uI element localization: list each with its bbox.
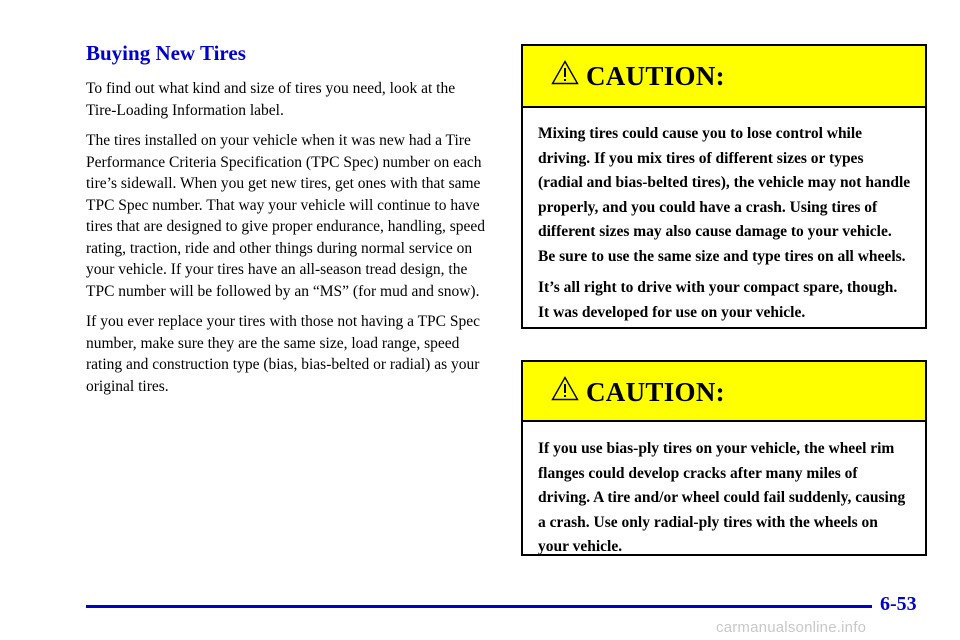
caution-box-mixing-tires <box>521 44 927 329</box>
page-number: 6-53 <box>880 593 917 615</box>
caution-title: CAUTION: <box>586 61 725 91</box>
section-paragraph: The tires installed on your vehicle when it was new had a Tire Performance Criteria Specification (TPC Spec) number on each tire’s sidewall. When you get new tires, get ones with that same TPC Spec number. That way your vehicle will continue to have tires that are designed to give proper endurance, handling, speed rating, traction, ride and other things during normal service on your vehicle. If your tires have an all‑season tread design, the TPC number will be followed by an “MS” (for mud and snow). <box>86 132 485 300</box>
watermark: carmanualsonline.info <box>716 619 867 636</box>
section-paragraph: To find out what kind and size of tires you need, look at the Tire‑Loading Information label. <box>86 80 456 119</box>
caution-box-bias-ply <box>521 360 927 556</box>
footer-rule <box>86 605 872 608</box>
caution-header <box>523 46 925 108</box>
caution-body <box>523 422 925 577</box>
caution-paragraph: Mixing tires could cause you to lose control while driving. If you mix tires of different sizes or types (radial and bias‑belted tires), the vehicle may not handle properly, and you could have a crash. Using tires of different sizes may also cause damage to your vehicle. Be sure to use the same size and type tires on all wheels. <box>538 125 911 265</box>
section-title: Buying New Tires <box>86 41 246 65</box>
caution-paragraph: It’s all right to drive with your compact spare, though. It was developed for use on your vehicle. <box>538 279 898 321</box>
warning-triangle-icon <box>551 376 579 401</box>
warning-triangle-icon <box>551 60 579 85</box>
caution-paragraph: If you use bias‑ply tires on your vehicle, the wheel rim flanges could develop cracks after many miles of driving. A tire and/or wheel could fail suddenly, causing a crash. Use only radial‑ply tires with the wheels on your vehicle. <box>538 440 906 555</box>
caution-title: CAUTION: <box>586 377 725 407</box>
caution-header <box>523 362 925 422</box>
tire-section <box>86 40 490 406</box>
caution-body <box>523 108 925 342</box>
section-paragraph: If you ever replace your tires with those not having a TPC Spec number, make sure they are the same size, load range, speed rating and construction type (bias, bias‑belted or radial) as your original tires. <box>86 313 481 395</box>
